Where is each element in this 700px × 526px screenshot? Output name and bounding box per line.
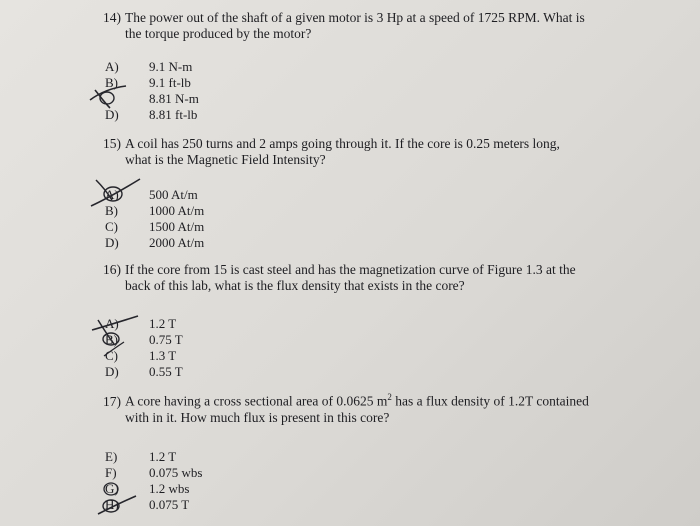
option-text: 8.81 ft-lb bbox=[149, 107, 198, 122]
option-text: 2000 At/m bbox=[149, 235, 205, 250]
option-letter: C) bbox=[105, 348, 118, 363]
option-text: 1.2 wbs bbox=[149, 481, 190, 496]
option-text: 0.075 wbs bbox=[149, 465, 203, 480]
question-text-line1: The power out of the shaft of a given motor is 3 Hp at a speed of 1725 RPM. What is bbox=[125, 10, 585, 25]
question-number: 17) bbox=[103, 393, 121, 409]
question-14 bbox=[103, 10, 585, 42]
option-text: 1.3 T bbox=[149, 348, 177, 363]
option-text: 1.2 T bbox=[149, 316, 177, 331]
option-letter: E) bbox=[105, 449, 118, 464]
option-letter: A) bbox=[105, 187, 119, 202]
question-text-line1: A core having a cross sectional area of 0.0625 m bbox=[125, 393, 388, 409]
option-letter: D) bbox=[105, 235, 119, 250]
option-letter: G) bbox=[105, 481, 119, 496]
question-text-line1: A coil has 250 turns and 2 amps going through it. If the core is 0.25 meters long, bbox=[125, 136, 560, 151]
option-text: 0.55 T bbox=[149, 364, 183, 379]
question-17 bbox=[103, 389, 589, 426]
question-text-line2: back of this lab, what is the flux density that exists in the core? bbox=[125, 278, 465, 293]
question-number: 14) bbox=[103, 10, 121, 25]
option-letter: D) bbox=[105, 364, 119, 379]
option-letter: H) bbox=[105, 497, 119, 512]
option-letter: A) bbox=[105, 316, 119, 331]
option-text: 9.1 ft-lb bbox=[149, 75, 191, 90]
question-text-line2: with in it. How much flux is present in this core? bbox=[125, 409, 390, 425]
option-text: 8.81 N-m bbox=[149, 91, 199, 106]
question-16 bbox=[103, 262, 576, 294]
option-letter: B) bbox=[105, 203, 118, 218]
option-letter: F) bbox=[105, 465, 117, 480]
question-text-line1: If the core from 15 is cast steel and has the magnetization curve of Figure 1.3 at the bbox=[125, 262, 576, 277]
option-letter: A) bbox=[105, 59, 119, 74]
option-text: 1500 At/m bbox=[149, 219, 205, 234]
question-text-line1-end: has a flux density of 1.2T contained bbox=[391, 393, 589, 409]
option-text: 500 At/m bbox=[149, 187, 198, 202]
question-text-line2: what is the Magnetic Field Intensity? bbox=[125, 152, 326, 167]
option-text: 1000 At/m bbox=[149, 203, 205, 218]
question-number: 15) bbox=[103, 136, 121, 151]
option-text: 9.1 N-m bbox=[149, 59, 193, 74]
option-letter: C) bbox=[105, 219, 118, 234]
option-text: 1.2 T bbox=[149, 449, 177, 464]
superscript-2: 2 bbox=[387, 392, 392, 402]
option-letter bbox=[105, 91, 127, 107]
question-number: 16) bbox=[103, 262, 121, 277]
option-letter: B) bbox=[105, 75, 118, 90]
option-text: 0.75 T bbox=[149, 332, 183, 347]
option-letter: B) bbox=[105, 332, 118, 347]
question-15 bbox=[103, 136, 560, 168]
option-text: 0.075 T bbox=[149, 497, 190, 512]
question-text-line2: the torque produced by the motor? bbox=[125, 26, 312, 41]
option-letter: D) bbox=[105, 107, 119, 122]
